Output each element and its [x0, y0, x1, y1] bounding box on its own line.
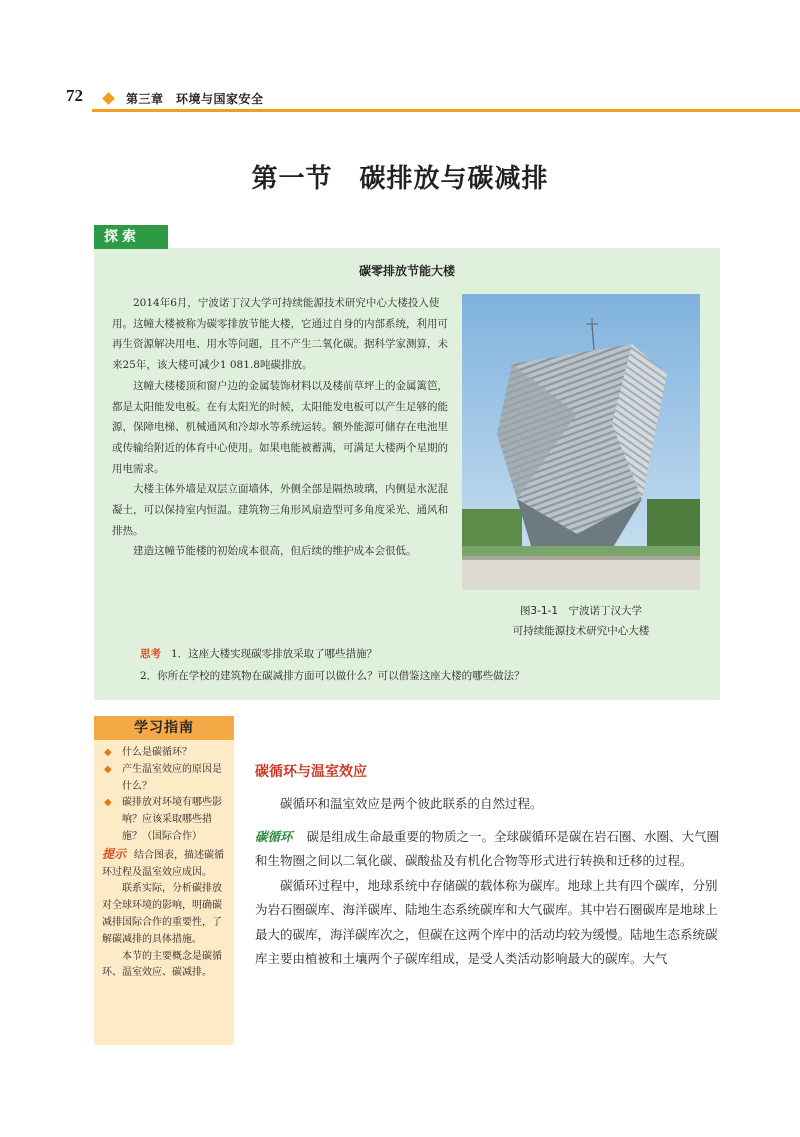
- guide-question: [102, 762, 226, 796]
- term-text: 碳是组成生命最重要的物质之一。全球碳循环是碳在岩石圈、水圈、大气圈和生物圈之间以二氧化碳、碳酸盐及有机化合物等形式进行转换和迁移的过程。: [255, 828, 720, 868]
- explore-paragraph: 建造这幢节能楼的初始成本很高，但后续的维护成本会很低。: [133, 545, 417, 558]
- tip-label: 提示: [102, 846, 127, 861]
- building-photo: [462, 294, 700, 590]
- chapter-title: 第三章 环境与国家安全: [126, 92, 264, 106]
- guide-question-text: 产生温室效应的原因是什么？: [122, 763, 222, 792]
- caption-line: 图3-1-1 宁波诺丁汉大学: [519, 605, 643, 617]
- guide-panel: [94, 740, 234, 1045]
- subsection-heading: 碳循环与温室效应: [255, 764, 367, 780]
- explore-title: 碳零排放节能大楼: [358, 264, 455, 278]
- diamond-icon: [102, 92, 115, 105]
- diamond-bullet-icon: ◆: [104, 747, 112, 758]
- guide-paragraph: 本节的主要概念是碳循环、温室效应、碳减排。: [102, 950, 222, 979]
- think-section: [140, 643, 710, 687]
- explore-paragraph: 大楼主体外墙是双层立面墙体，外侧全部是隔热玻璃，内侧是水泥混凝土，可以保持室内恒温。建筑物三角形风扇造型可多角度采光、通风和排热。: [112, 483, 448, 537]
- think-label: 思考: [140, 648, 161, 660]
- section-title: 第一节 碳排放与碳减排: [251, 164, 549, 194]
- body-paragraph: 碳循环过程中，地球系统中存储碳的载体称为碳库。地球上共有四个碳库，分别为岩石圈碳库、海洋碳库、陆地生态系统碳库和大气碳库。其中岩石圈碳库是地球上最大的碳库，海洋碳库次之，但碳在这两个库中的活动均较为缓慢。陆地生态系统碳库主要由植被和土壤两个子碳库组成，是受人类活动影响最大的碳库。大气: [255, 877, 718, 966]
- explore-body: [112, 293, 452, 562]
- think-question: 2．你所在学校的建筑物在碳减排方面可以做什么？可以借鉴这座大楼的哪些做法？: [140, 670, 525, 682]
- diamond-bullet-icon: ◆: [104, 797, 112, 809]
- intro-paragraph: 碳循环和温室效应是两个彼此联系的自然过程。: [280, 796, 543, 811]
- figure-caption: [462, 601, 700, 641]
- diamond-bullet-icon: ◆: [104, 763, 112, 775]
- guide-question: [102, 745, 226, 762]
- guide-tip: [102, 846, 226, 882]
- guide-question: [102, 795, 226, 845]
- tip-text: 结合图表，描述碳循环过程及温室效应成因。: [102, 849, 225, 878]
- guide-question-text: 什么是碳循环？: [122, 747, 192, 758]
- think-question: 1．这座大楼实现碳零排放采取了哪些措施？: [171, 648, 378, 660]
- explore-tab-label: 探索: [94, 225, 168, 249]
- guide-question-text: 碳排放对环境有哪些影响？应该采取哪些措施？（国际合作）: [122, 797, 222, 842]
- caption-line: 可持续能源技术研究中心大楼: [512, 625, 650, 637]
- term-paragraph: [255, 825, 721, 874]
- header-rule: [92, 109, 800, 112]
- explore-paragraph: 2014年6月，宁波诺丁汉大学可持续能源技术研究中心大楼投入使用。这幢大楼被称为碳零排放节能大楼，它通过自身的内部系统，利用可再生资源解决用电、用水等问题，且不产生二氧化碳。据科学家测算，未来25年，该大楼可减少1 081.8吨碳排放。: [112, 297, 448, 372]
- page-number: 72: [66, 86, 83, 105]
- explore-paragraph: 这幢大楼楼顶和窗户边的金属装饰材料以及楼前草坪上的金属篱笆，都是太阳能发电板。在有太阳光的时候，太阳能发电板可以产生足够的能源，保障电梯、机械通风和冷却水等系统运转。额外能源可储存在电池里或传输给附近的体育中心使用。如果电能被蓄满，可满足大楼两个星期的用电需求。: [112, 379, 448, 475]
- guide-paragraph: 联系实际，分析碳排放对全球环境的影响，明确碳减排国际合作的重要性，了解碳减排的具体措施。: [102, 883, 222, 945]
- term-label: 碳循环: [255, 828, 293, 844]
- guide-title: 学习指南: [94, 716, 234, 740]
- main-body: [255, 792, 721, 972]
